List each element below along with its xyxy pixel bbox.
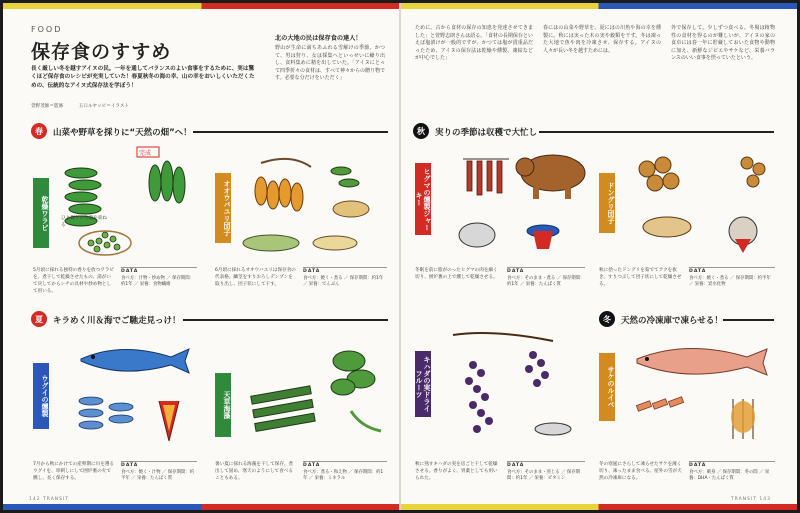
autumn-desc-1: 冬眠を前に脂がのったヒグマの肉を細く切り、囲炉裏の上で燻して乾燥させる。: [415, 268, 498, 280]
summer-tag-2: 天草海藻: [215, 373, 231, 437]
credit-illustrator: 玉口ルヤッピ＝イラスト: [78, 104, 130, 109]
svg-text:完成: 完成: [139, 150, 152, 157]
spring-data-2-text: 食べ方：焼く・煮る ／ 保存期間：約1年 ／ 栄養：でんぷん: [303, 275, 384, 288]
spring-tag-2: オオウバユリ団子: [215, 173, 231, 243]
summer-rule: [183, 319, 388, 321]
winter-badge: 冬: [599, 311, 615, 327]
lead-text: 長く厳しい冬を越すアイヌの民。一年を通してバランスのよい食事をするために、実は驚くほど保存食のレシピが充実していた！春夏秋冬の海の幸、山の幸をおいしくいただくための、伝統的なアイヌ式保存法を学ぼう！: [31, 66, 255, 89]
intro-subhead: 北の大地の民は保存食の達人！: [275, 35, 362, 42]
summer-data-1-label: DATA: [121, 463, 139, 468]
autumn-data-1-text: 食べ方：そのまま・煮る ／ 保存期間：約1年 ／ 栄養：たんぱく質: [507, 275, 585, 288]
autumn-desc-3: 秋に熟すキハダの実を房ごと干して乾燥させる。香りがよく、胃薬としても用いられた。: [415, 462, 498, 481]
jerky-illustration: [433, 139, 593, 259]
winter-data-1-label: DATA: [689, 463, 707, 468]
autumn-data-2: [689, 267, 775, 289]
summer-data-2-text: 食べ方：煮る・和え物 ／ 保存期間：約1年 ／ 栄養：ミネラル: [303, 469, 384, 482]
summer-data-1-text: 食べ方：焼く・汁物 ／ 保存期間：約半年 ／ 栄養：たんぱく質: [121, 469, 195, 482]
autumn-data-1: [507, 267, 585, 289]
magazine-spread: [3, 3, 797, 510]
spring-data-2-label: DATA: [303, 269, 321, 274]
autumn-data-3-label: DATA: [507, 463, 525, 468]
spring-desc-2: 6月頃に採れるオオウバユリは保存食の代表格。鱗茎をすりおろしデンプンを取り出し、団子状にして干す。: [215, 268, 296, 287]
intro-column-4: 外で保存して、少しずつ食べる。冬場は植物性の食材を得るのが難しいが、アイヌの家の食卓には春一年に貯蔵しておいた食物や動物に加え、新鮮なジビエやサケなど、栄養バランスのいい食事を摂っていたという。: [671, 25, 775, 62]
summer-tag-1: ウグイの燻製: [33, 363, 49, 429]
winter-rule: [723, 319, 774, 321]
intro-column-1: 野山が生命に満ちあふれる雪解けの季節。かつて、男は狩り、女は採集へといっせいに繰り出し、食料集めに精を出していた。「アイヌにとって四季折々の食材は、すべて神々からの贈り物です。必要な分だけをいただく」: [275, 45, 385, 82]
folio-left: 142 TRANSIT: [29, 497, 70, 502]
spring-badge: 春: [31, 123, 47, 139]
autumn-badge: 秋: [413, 123, 429, 139]
page-title: 保存食のすすめ: [31, 41, 172, 63]
section-label: FOOD: [31, 25, 63, 34]
spring-data-1-label: DATA: [121, 269, 139, 274]
spring-data-2: [303, 267, 387, 289]
intro-column-3: 春にはの山菜や野草を、夏にはの川魚や海の幸を燻製に。秋には実った木の実や穀類を干す。冬は凍った大地で魚や肉を冷凍させ、保存する。アイヌの人々が長い冬を越すためには、: [543, 25, 661, 54]
summer-badge: 夏: [31, 311, 47, 327]
bracken-illustration: [51, 143, 201, 261]
autumn-data-2-text: 食べ方：焼く・煮る ／ 保存期間：約半年 ／ 栄養：炭水化物: [689, 275, 771, 288]
winter-desc-1: 冬の寒風にさらして凍らせたサケを薄く切り、凍ったまま食べる。屋外の雪が天然の冷凍庫になる。: [599, 462, 682, 481]
folio-right: TRANSIT 143: [730, 497, 771, 502]
autumn-data-3-text: 食べ方：そのまま・煎じる ／ 保存期間：約1年 ／ 栄養：ビタミン: [507, 469, 581, 482]
spring-title: 山菜や野草を採りに“天然の畑”へ！: [53, 128, 192, 138]
summer-data-2-label: DATA: [303, 463, 321, 468]
spring-data-1-text: 食べ方：汁物・炒め物 ／ 保存期間：約1年 ／ 栄養：食物繊維: [121, 275, 195, 288]
spring-note-1: ひと握りの分量を束ねる: [61, 216, 107, 228]
autumn-title: 実りの季節は収穫で大忙し: [435, 128, 538, 138]
page-gutter: [399, 3, 401, 510]
kinomi-illustration: [433, 325, 593, 451]
autumn-data-3: [507, 461, 585, 483]
summer-desc-1: 7月から秋にかけての産卵期に川を遡るウグイを、串刺しにして囲炉裏の火で燻し、長く保存する。: [33, 462, 115, 481]
intro-column-2: ために、古から食材の保存の知恵を発達させてきました」と萱野志朗さんは語る。「食材の長期保存といえば塩漬けが一般的ですが、かつては塩が貴重品だったため、アイヌの保存法は乾燥や燻製、凍結などが中心でした」: [415, 25, 533, 62]
autumn-rule: [539, 131, 774, 133]
spring-desc-1: 5月頃に採れる独特の香りを放つワラビを、煮干しで乾燥させたもの。湯がいて戻してからシチの具材や炒め物として用いる。: [33, 268, 115, 294]
summer-desc-2: 暑い夏に採れる海藻を干して保存。煮出して固め、寒天のようにして食べることもある。: [215, 462, 294, 481]
winter-data-1: [689, 461, 775, 483]
salmon-illustration: [617, 329, 777, 451]
autumn-data-1-label: DATA: [507, 269, 525, 274]
autumn-tag-1: ヒグマの燻製ジャーキー: [415, 163, 431, 235]
summer-data-2: [303, 461, 387, 483]
winter-data-1-text: 食べ方：刺身 ／ 保存期間：冬の間 ／ 栄養：DHA・たんぱく質: [689, 469, 770, 482]
credit-supervisor: 萱野茂師＝監修: [31, 104, 64, 109]
acorn-dango-illustration: [617, 139, 777, 259]
tengusa-illustration: [231, 331, 391, 449]
oomatsunagi-illustration: [231, 143, 391, 261]
credits: [31, 103, 143, 109]
summer-title: キラめく川＆海でご馳走見っけ！: [53, 316, 181, 326]
spring-rule: [193, 131, 388, 133]
spring-data-1: [121, 267, 197, 289]
autumn-desc-2: 秋に拾ったドングリを茹でてアクを抜き、すりつぶして団子状にして乾燥させる。: [599, 268, 682, 287]
autumn-data-2-label: DATA: [689, 269, 707, 274]
autumn-tag-3: キハダの実ドライフルーツ: [415, 351, 431, 417]
spring-tag-1: 乾燥ワラビ: [33, 178, 49, 248]
ugui-illustration: [51, 331, 201, 449]
winter-title: 天然の冷凍庫で凍らせる！: [621, 316, 723, 326]
summer-data-1: [121, 461, 197, 483]
winter-tag-1: サケのルイベ: [599, 353, 615, 421]
autumn-tag-2: ドングリ団子: [599, 173, 615, 233]
